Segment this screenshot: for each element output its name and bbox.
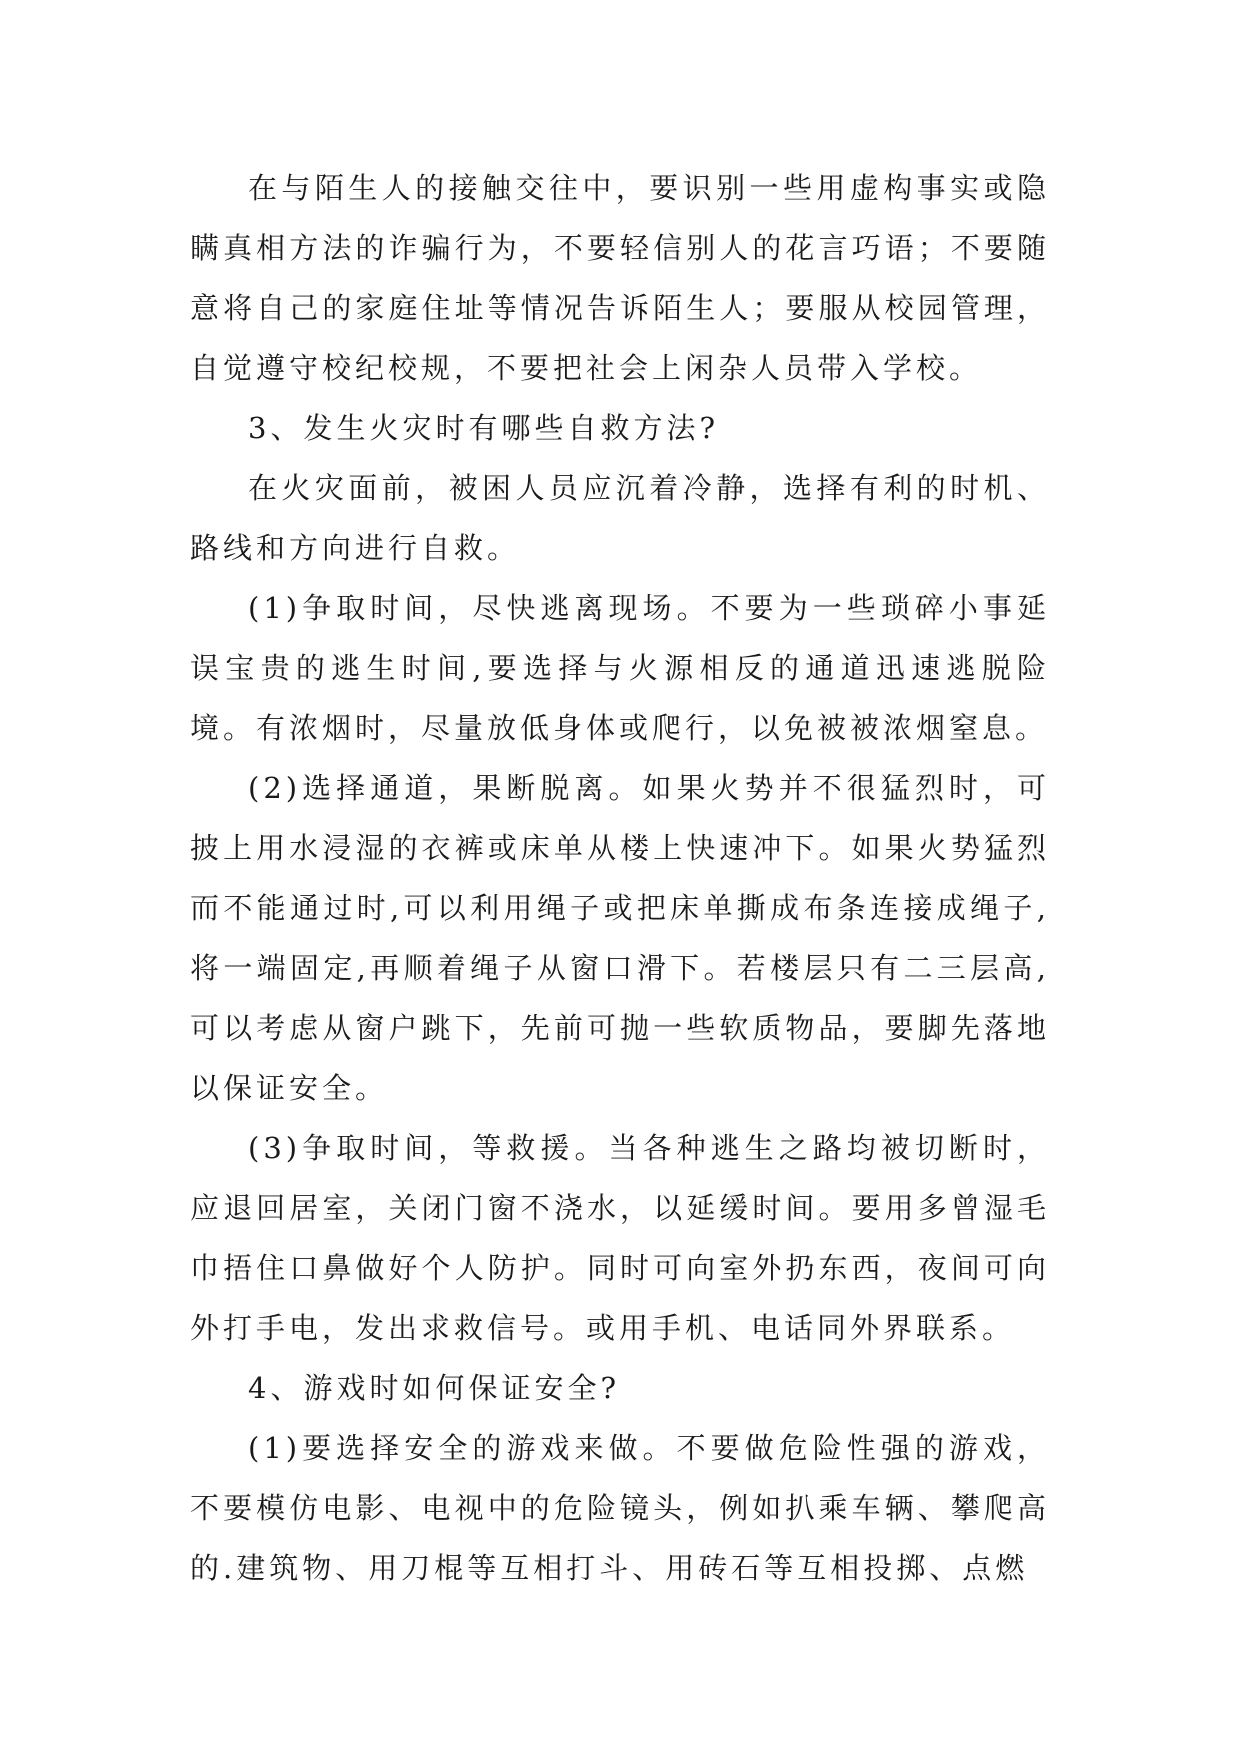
paragraph-fire-intro: 在火灾面前，被困人员应沉着冷静，选择有利的时机、路线和方向进行自救。 <box>190 471 1050 565</box>
heading-game-safety: 4、游戏时如何保证安全? <box>248 1371 620 1405</box>
body-text <box>190 158 1050 1598</box>
paragraph-stranger-safety: 在与陌生人的接触交往中，要识别一些用虚构事实或隐瞒真相方法的诈骗行为，不要轻信别人的花言巧语；不要随意将自己的家庭住址等情况告诉陌生人；要服从校园管理，自觉遵守校纪校规，不要把社会上闲杂人员带入学校。 <box>190 171 1050 385</box>
heading-fire-self-rescue: 3、发生火灾时有哪些自救方法? <box>248 411 719 445</box>
paragraph-fire-step-3: (3)争取时间，等救援。当各种逃生之路均被切断时，应退回居室，关闭门窗不浇水，以延缓时间。要用多曾湿毛巾捂住口鼻做好个人防护。同时可向室外扔东西，夜间可向外打手电，发出求救信号。或用手机、电话同外界联系。 <box>190 1131 1050 1345</box>
paragraph-fire-step-2: (2)选择通道，果断脱离。如果火势并不很猛烈时，可披上用水浸湿的衣裤或床单从楼上快速冲下。如果火势猛烈而不能通过时,可以利用绳子或把床单撕成布条连接成绳子,将一端固定,再顺着绳子从窗口滑下。若楼层只有二三层高,可以考虑从窗户跳下，先前可抛一些软质物品，要脚先落地以保证安全。 <box>190 771 1050 1105</box>
paragraph-game-step-1: (1)要选择安全的游戏来做。不要做危险性强的游戏，不要模仿电影、电视中的危险镜头，例如扒乘车辆、攀爬高的.建筑物、用刀棍等互相打斗、用砖石等互相投掷、点燃 <box>190 1431 1050 1585</box>
paragraph-fire-step-1: (1)争取时间，尽快逃离现场。不要为一些琐碎小事延误宝贵的逃生时间,要选择与火源相反的通道迅速逃脱险境。有浓烟时，尽量放低身体或爬行，以免被被浓烟窒息。 <box>190 591 1050 745</box>
